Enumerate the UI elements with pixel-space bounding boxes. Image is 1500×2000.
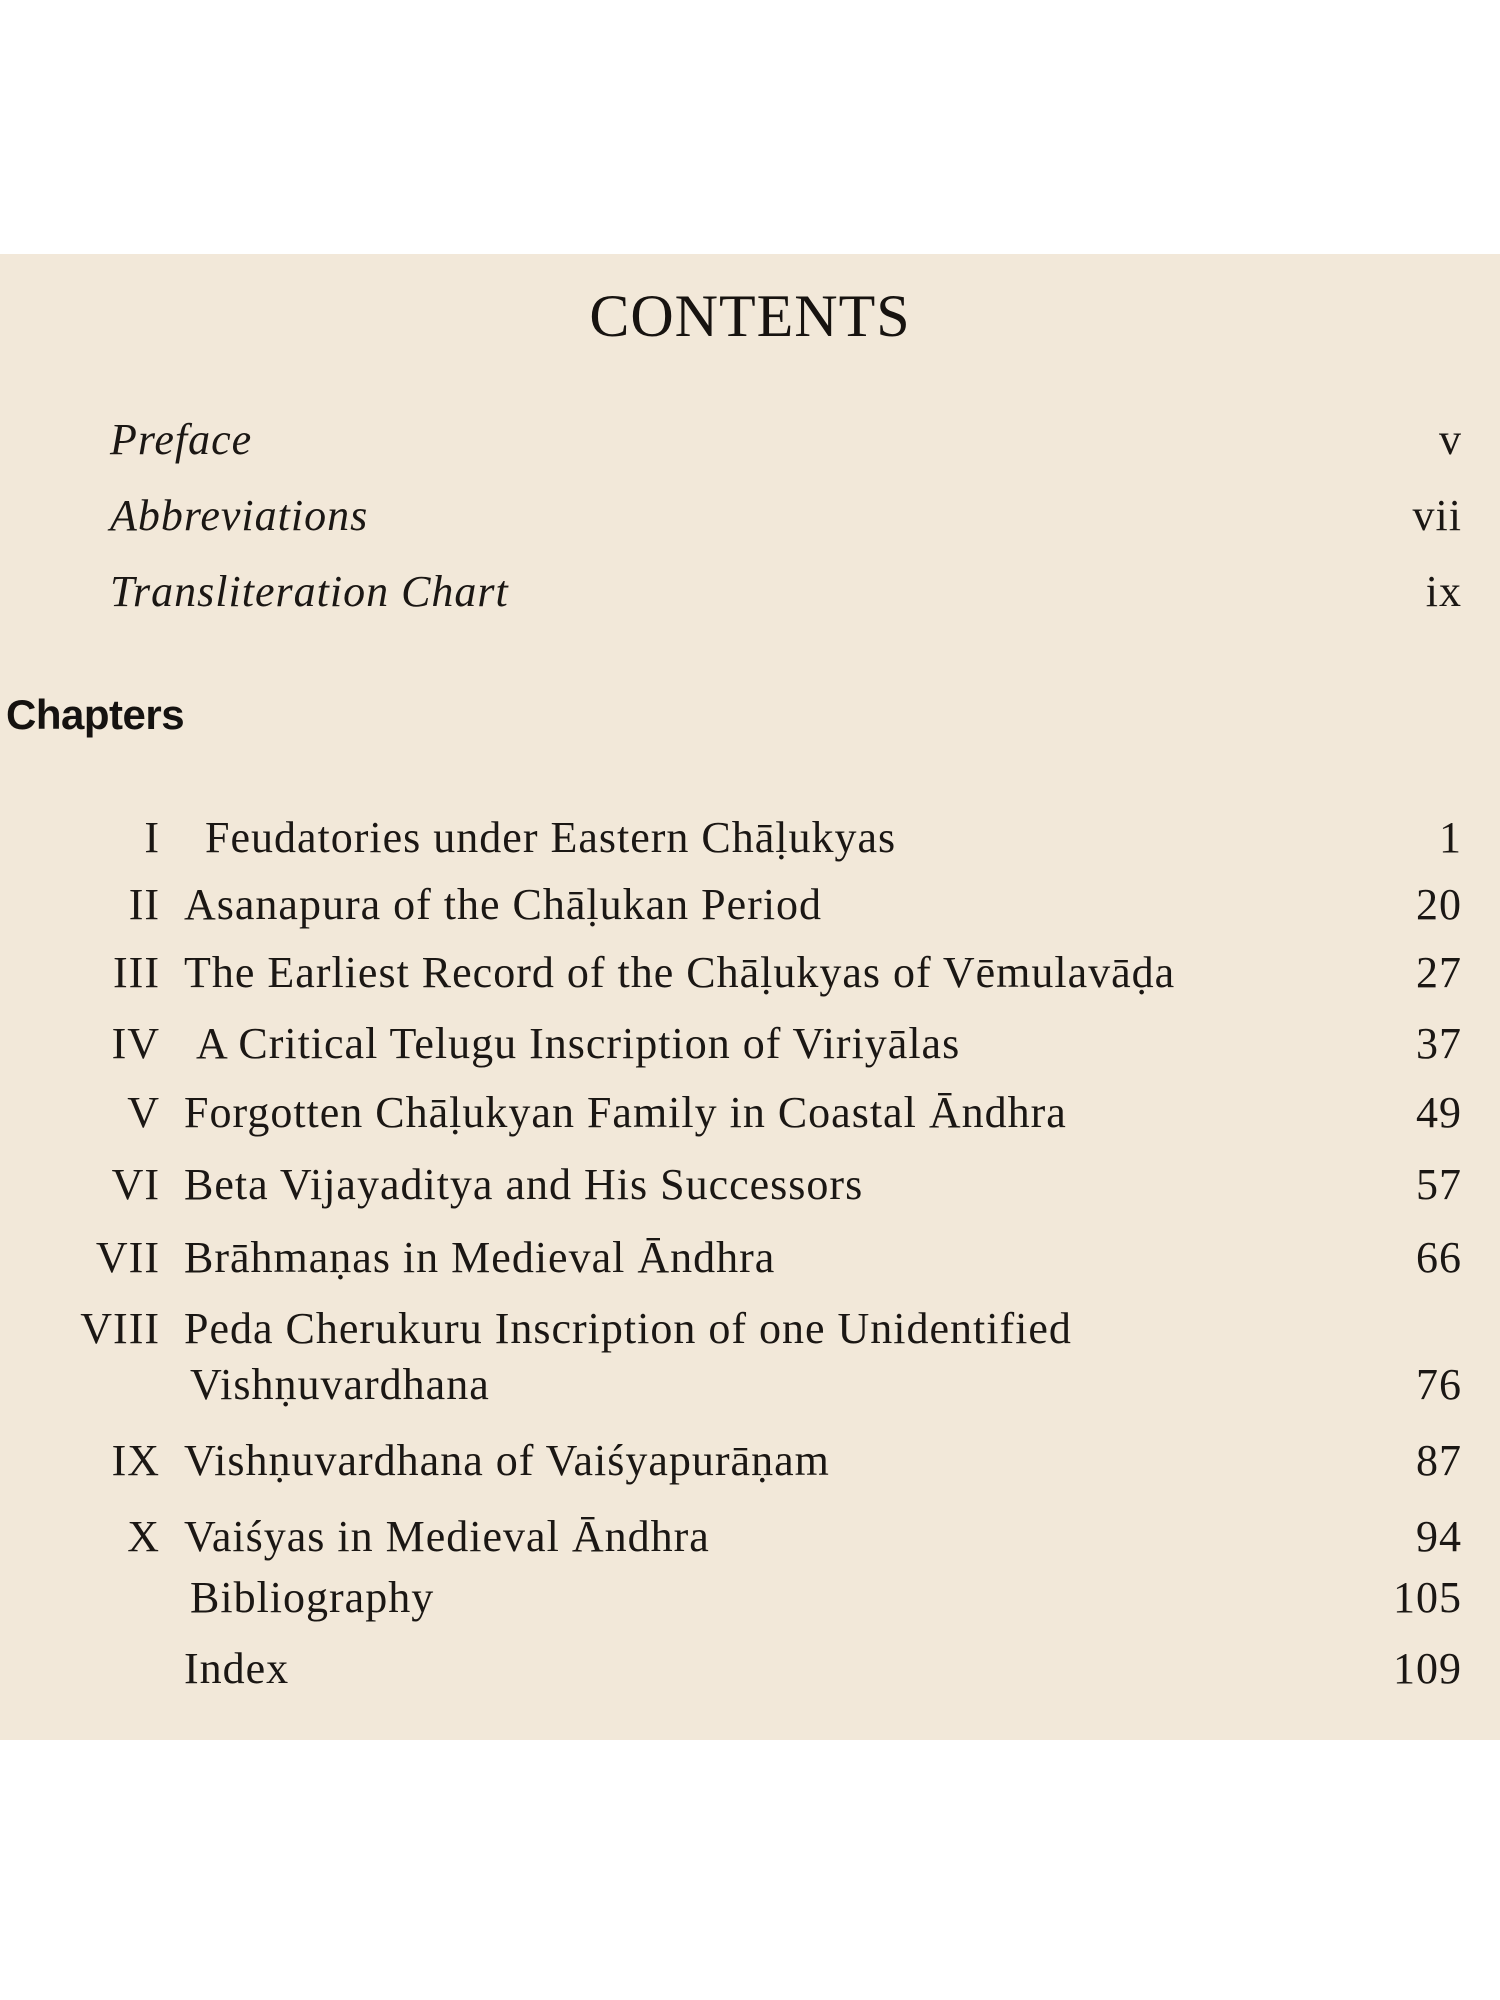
chapter-title: Index [184, 1644, 290, 1693]
page-number: 76 [1416, 1360, 1462, 1409]
chapter-number: II [128, 880, 160, 929]
chapter-number: VIII [80, 1304, 160, 1353]
chapter-title: Forgotten Chāḷukyan Family in Coastal Āndhra [184, 1088, 1067, 1137]
entry-title: Abbreviations [110, 491, 369, 540]
chapter-title-continued: Vishṇuvardhana [190, 1360, 490, 1409]
chapter-number: III [113, 948, 160, 997]
chapter-number: I [144, 813, 160, 862]
chapter-entry[interactable] [0, 1643, 1462, 1703]
chapter-entry[interactable] [0, 1511, 1462, 1571]
chapters-heading: Chapters [6, 691, 185, 738]
page-number: 105 [1393, 1573, 1462, 1622]
page-number: 87 [1416, 1436, 1462, 1485]
page-number: 1 [1439, 813, 1462, 862]
chapter-title: Brāhmaṇas in Medieval Āndhra [184, 1233, 776, 1282]
page-number: v [1439, 415, 1462, 464]
contents-page [0, 254, 1500, 1740]
page-title: CONTENTS [589, 283, 911, 349]
front-matter-entry[interactable] [110, 566, 1462, 630]
page-number: 49 [1416, 1088, 1462, 1137]
page-number: 37 [1416, 1019, 1462, 1068]
chapter-title: Asanapura of the Chāḷukan Period [184, 880, 823, 929]
chapter-entry[interactable] [0, 812, 1462, 872]
page-number: 20 [1416, 880, 1462, 929]
chapter-entry[interactable] [0, 1087, 1462, 1147]
chapter-title: Bibliography [190, 1573, 435, 1622]
chapter-number: VII [95, 1233, 160, 1282]
chapter-number: X [127, 1512, 160, 1561]
chapter-number: VI [111, 1160, 160, 1209]
chapter-entry[interactable] [0, 1572, 1462, 1632]
page-number: 109 [1393, 1644, 1462, 1693]
page-number: ix [1425, 567, 1462, 616]
chapter-title: Vishṇuvardhana of Vaiśyapurāṇam [184, 1436, 830, 1485]
chapter-title: Peda Cherukuru Inscription of one Unidentified [184, 1304, 1072, 1353]
chapter-entry[interactable] [0, 1435, 1462, 1495]
page-number: 27 [1416, 948, 1462, 997]
chapter-title: A Critical Telugu Inscription of Viriyālas [196, 1019, 961, 1068]
entry-title: Preface [110, 415, 253, 464]
chapter-title: Feudatories under Eastern Chāḷukyas [205, 813, 897, 862]
front-matter-entry[interactable] [110, 414, 1462, 478]
chapter-entry[interactable] [0, 1159, 1462, 1219]
chapter-title: The Earliest Record of the Chāḷukyas of Vēmulavāḍa [184, 948, 1176, 997]
chapter-entry[interactable] [0, 1303, 1462, 1409]
chapter-entry[interactable] [0, 1018, 1462, 1078]
entry-title: Transliteration Chart [110, 567, 509, 616]
chapter-entry[interactable] [0, 1232, 1462, 1292]
chapter-title: Beta Vijayaditya and His Successors [184, 1160, 864, 1209]
page-number: 57 [1416, 1160, 1462, 1209]
page-number: vii [1412, 491, 1462, 540]
chapter-number: IV [111, 1019, 160, 1068]
chapter-number: V [127, 1088, 160, 1137]
chapter-entry[interactable] [0, 879, 1462, 939]
page-number: 94 [1416, 1512, 1462, 1561]
chapter-title: Vaiśyas in Medieval Āndhra [184, 1512, 710, 1561]
chapter-number: IX [111, 1436, 160, 1485]
front-matter-entry[interactable] [110, 490, 1462, 554]
chapter-entry[interactable] [0, 947, 1462, 1007]
page-number: 66 [1416, 1233, 1462, 1282]
